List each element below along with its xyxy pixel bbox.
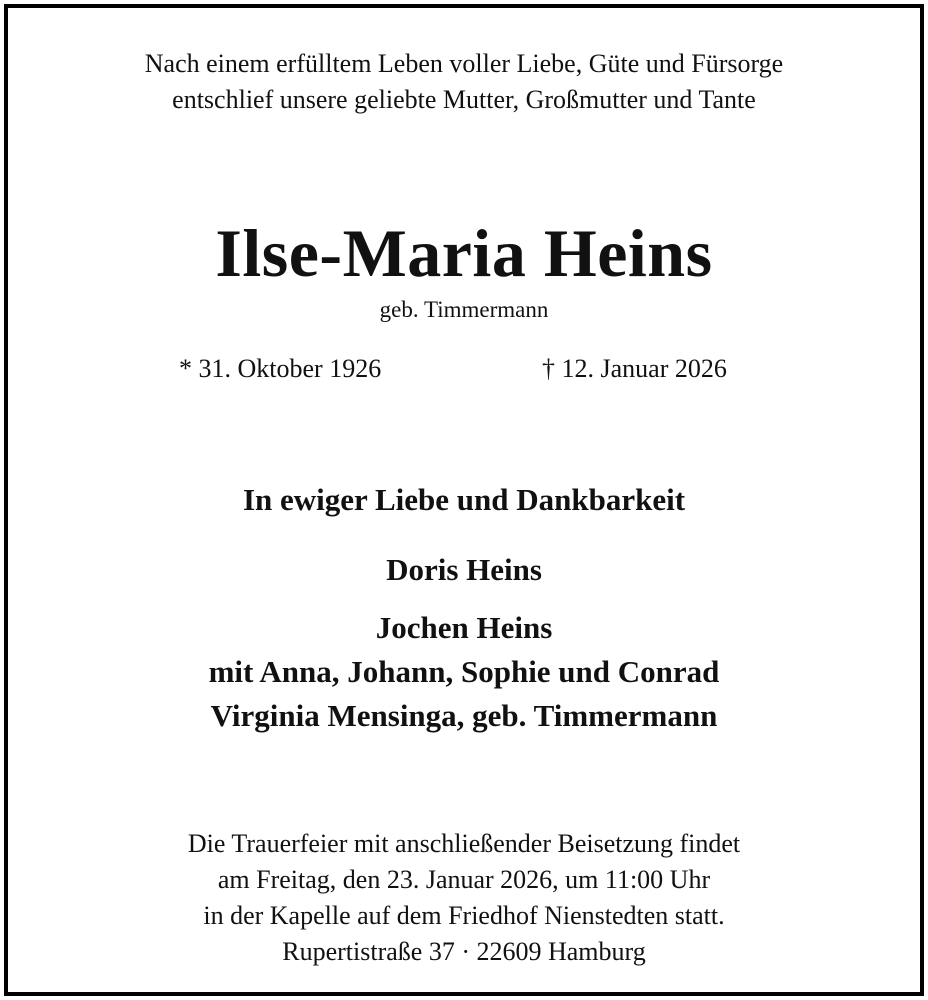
obituary-notice (4, 4, 924, 996)
mourner-name: Doris Heins (386, 552, 542, 587)
mourner-name: Virginia Mensinga, geb. Timmermann (210, 698, 718, 733)
funeral-line-2: am Freitag, den 23. Januar 2026, um 11:00 Uhr (217, 865, 711, 894)
intro-line-1: Nach einem erfülltem Leben voller Liebe, Güte und Fürsorge (144, 49, 784, 78)
birth-date: * 31. Oktober 1926 (179, 354, 382, 383)
dedication-heading: In ewiger Liebe und Dankbarkeit (242, 482, 686, 517)
intro-text (8, 46, 920, 118)
mourners-list (8, 606, 920, 738)
funeral-details (8, 826, 920, 970)
deceased-name: Ilse-Maria Heins (215, 215, 713, 291)
funeral-line-3: in der Kapelle auf dem Friedhof Nienstedten statt. (203, 901, 725, 930)
maiden-name: geb. Timmermann (379, 297, 549, 322)
mourner-name: Jochen Heins (375, 610, 553, 645)
death-date: † 12. Januar 2026 (542, 354, 727, 383)
intro-line-2: entschlief unsere geliebte Mutter, Großmutter und Tante (172, 85, 756, 114)
funeral-line-1: Die Trauerfeier mit anschließender Beisetzung findet (187, 829, 741, 858)
mourner-family: mit Anna, Johann, Sophie und Conrad (208, 654, 720, 689)
funeral-address: Rupertistraße 37 · 22609 Hamburg (282, 937, 646, 966)
